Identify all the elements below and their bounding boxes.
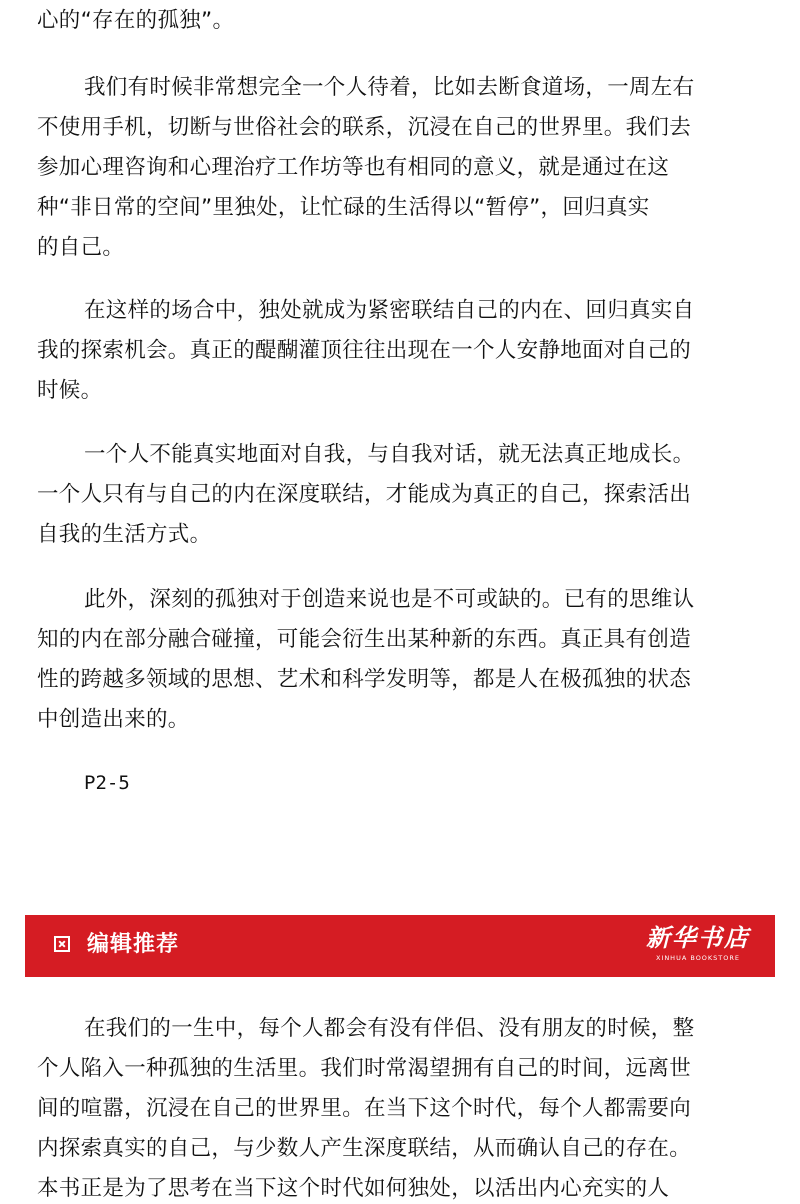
logo-english-text: XINHUA BOOKSTORE [655, 954, 741, 962]
paragraph-line: 自我的生活方式。 [37, 522, 212, 547]
paragraph-line: 种“非日常的空间”里独处，让忙碌的生活得以“暂停”，回归真实 [37, 195, 650, 220]
paragraph-line: 中创造出来的。 [37, 707, 190, 732]
logo-chinese-text: 新华书店 [646, 923, 750, 952]
paragraph-line: 时候。 [37, 378, 103, 403]
paragraph-line: 不使用手机，切断与世俗社会的联系，沉浸在自己的世界里。我们去 [37, 115, 692, 140]
bookmark-icon [54, 936, 70, 952]
paragraph-first-line: 我们有时候非常想完全一个人待着，比如去断食道场，一周左右 [84, 75, 695, 100]
paragraph-line: 知的内在部分融合碰撞，可能会衍生出某种新的东西。真正具有创造 [37, 627, 692, 652]
paragraph-first-line: 在这样的场合中，独处就成为紧密联结自己的内在、回归真实自 [84, 298, 695, 323]
paragraph-line: 一个人只有与自己的内在深度联结，才能成为真正的自己，探索活出 [37, 482, 692, 507]
paragraph-first-line: 此外，深刻的孤独对于创造来说也是不可或缺的。已有的思维认 [84, 587, 695, 612]
banner-title: 编辑推荐 [87, 932, 180, 957]
paragraph-line: 我的探索机会。真正的醍醐灌顶往往出现在一个人安静地面对自己的 [37, 338, 692, 363]
paragraph-line: 性的跨越多领域的思想、艺术和科学发明等，都是人在极孤独的状态 [37, 667, 692, 692]
paragraph-first-line: 在我们的一生中，每个人都会有没有伴侣、没有朋友的时候，整 [84, 1016, 695, 1041]
paragraph-line: 的自己。 [37, 235, 125, 260]
page-reference: P2-5 [84, 772, 130, 794]
paragraph-line: 心的“存在的孤独”。 [37, 8, 235, 33]
paragraph-line: 本书正是为了思考在当下这个时代如何独处，以活出内心充实的人 [37, 1176, 670, 1201]
paragraph-first-line: 一个人不能真实地面对自我，与自我对话，就无法真正地成长。 [84, 442, 695, 467]
paragraph-line: 参加心理咨询和心理治疗工作坊等也有相同的意义，就是通过在这 [37, 155, 670, 180]
paragraph-line: 内探索真实的自己，与少数人产生深度联结，从而确认自己的存在。 [37, 1136, 692, 1161]
paragraph-line: 个人陷入一种孤独的生活里。我们时常渴望拥有自己的时间，远离世 [37, 1056, 692, 1081]
editor-recommendation-banner [25, 915, 775, 977]
paragraph-line: 间的喧嚣，沉浸在自己的世界里。在当下这个时代，每个人都需要向 [37, 1096, 692, 1121]
xinhua-bookstore-logo [643, 923, 753, 971]
